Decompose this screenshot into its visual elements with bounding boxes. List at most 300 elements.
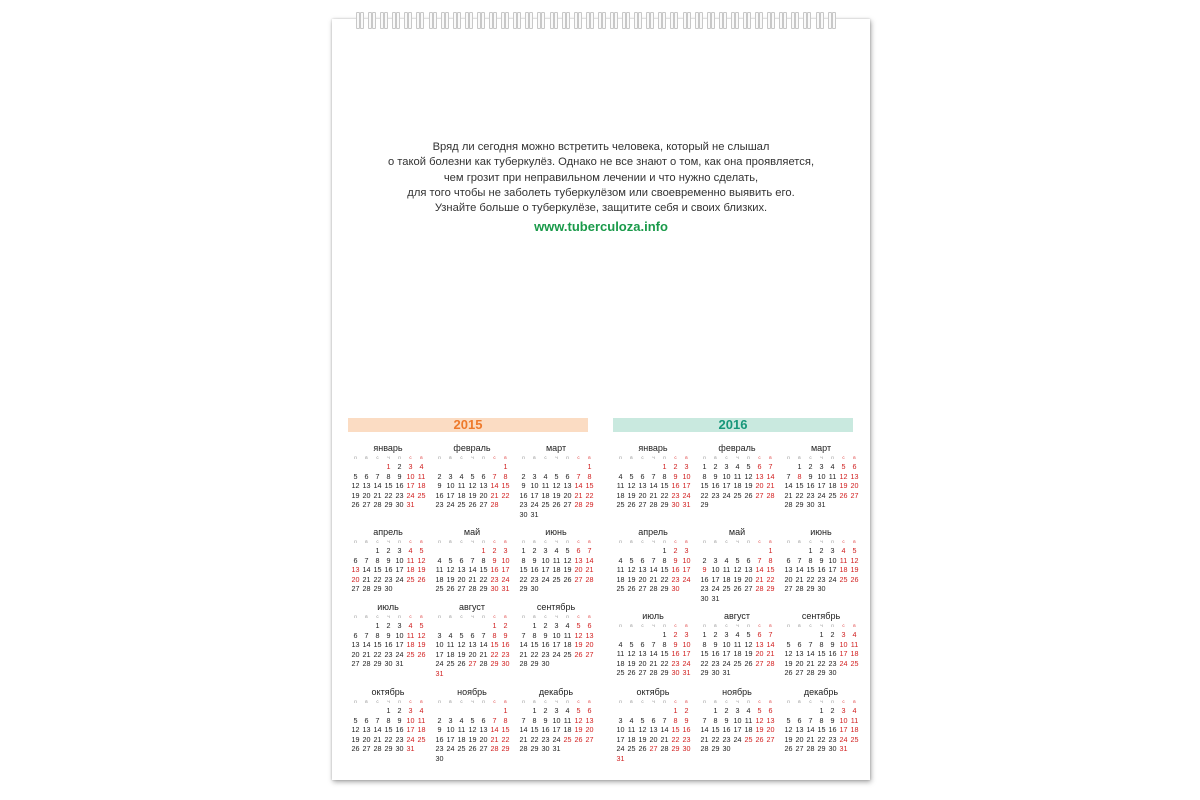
day-cell: 19 — [351, 734, 360, 744]
weekday-label: с — [725, 623, 728, 628]
day-cell: 12 — [457, 640, 466, 650]
weekday-label: с — [641, 455, 644, 460]
day-cell: 13 — [468, 640, 477, 650]
day-cell: 17 — [828, 565, 837, 575]
day-cell: 13 — [457, 565, 466, 575]
day-cell: 22 — [671, 734, 680, 744]
day-cell: 17 — [446, 734, 455, 744]
day-cell: 27 — [850, 490, 859, 500]
day-cell: 10 — [435, 640, 444, 650]
month-name: январь — [638, 443, 668, 453]
day-cell: 28 — [649, 584, 658, 594]
weekday-label: п — [747, 699, 750, 704]
month-2015-10 — [350, 687, 426, 754]
day-cell: 18 — [616, 658, 625, 668]
day-cell: 20 — [649, 734, 658, 744]
day-cell: 12 — [627, 481, 636, 491]
day-cell: 18 — [406, 565, 415, 575]
spiral-ring — [585, 12, 597, 30]
day-cell: 20 — [585, 725, 594, 735]
day-cell: 2 — [830, 706, 835, 715]
spiral-ring — [549, 12, 561, 30]
day-cell: 21 — [660, 734, 669, 744]
day-cell: 21 — [519, 734, 528, 744]
empty-cell — [659, 706, 670, 716]
day-cell: 14 — [806, 725, 815, 735]
day-cell: 10 — [733, 715, 742, 725]
day-cell: 29 — [700, 500, 709, 510]
day-cell: 29 — [806, 584, 815, 594]
day-cell: 16 — [395, 725, 404, 735]
month-2016-9 — [783, 611, 859, 678]
day-cell: 13 — [649, 725, 658, 735]
weekday-label: с — [674, 699, 677, 704]
day-cell: 4 — [448, 630, 453, 640]
spiral-ring — [609, 12, 621, 30]
intro-line: Вряд ли сегодня можно встретить человека, который не слышал — [432, 141, 770, 153]
month-name: ноябрь — [722, 687, 752, 697]
spiral-ring — [561, 12, 573, 30]
weekday-label: п — [354, 455, 357, 460]
day-cell: 12 — [627, 565, 636, 575]
day-cell: 2 — [386, 621, 391, 630]
weekday-label: в — [798, 455, 801, 460]
weekday-label: в — [588, 539, 591, 544]
day-cell: 3 — [448, 715, 453, 725]
day-cell: 26 — [417, 574, 426, 584]
day-cell: 22 — [479, 574, 488, 584]
day-cell: 14 — [795, 565, 804, 575]
day-cell: 19 — [784, 658, 793, 668]
empty-cell — [615, 706, 626, 716]
day-cell: 1 — [819, 630, 824, 639]
day-cell: 31 — [839, 744, 848, 754]
day-cell: 5 — [640, 715, 645, 725]
empty-cell — [732, 546, 743, 556]
day-cell: 7 — [757, 555, 762, 565]
weekday-label: ч — [820, 539, 823, 544]
day-cell: 5 — [841, 462, 846, 471]
day-cell: 20 — [638, 658, 647, 668]
day-cell: 6 — [768, 706, 773, 715]
day-cell: 21 — [806, 658, 815, 668]
day-cell: 1 — [386, 706, 391, 715]
day-cell: 3 — [713, 555, 718, 565]
day-cell: 11 — [563, 630, 572, 640]
day-cell: 14 — [362, 640, 371, 650]
day-cell: 14 — [373, 725, 382, 735]
day-cell: 8 — [702, 639, 707, 649]
day-cell: 18 — [417, 725, 426, 735]
day-cell: 24 — [711, 584, 720, 594]
day-cell: 22 — [530, 649, 539, 659]
day-cell: 29 — [384, 744, 393, 754]
weekday-label: п — [566, 699, 569, 704]
day-cell: 2 — [713, 630, 718, 639]
weekday-label: с — [493, 539, 496, 544]
day-cell: 20 — [362, 490, 371, 500]
day-cell: 15 — [700, 481, 709, 491]
weekday-label: в — [798, 699, 801, 704]
day-cell: 7 — [364, 630, 369, 640]
day-cell: 11 — [828, 471, 837, 481]
day-cell: 21 — [806, 734, 815, 744]
weekday-label: с — [809, 455, 812, 460]
day-cell: 5 — [576, 706, 581, 715]
weekday-label: с — [577, 455, 580, 460]
month-grid — [699, 538, 775, 604]
day-cell: 17 — [530, 490, 539, 500]
day-cell: 4 — [852, 630, 857, 639]
empty-cell — [783, 706, 794, 716]
day-cell: 1 — [587, 462, 592, 471]
day-cell: 20 — [362, 734, 371, 744]
day-cell: 27 — [362, 500, 371, 510]
day-cell: 3 — [841, 706, 846, 715]
day-cell: 14 — [574, 481, 583, 491]
day-cell: 10 — [722, 639, 731, 649]
day-cell: 5 — [629, 555, 634, 565]
day-cell: 15 — [806, 565, 815, 575]
day-cell: 15 — [530, 725, 539, 735]
day-cell: 13 — [585, 630, 594, 640]
day-cell: 13 — [766, 715, 775, 725]
empty-cell — [637, 546, 648, 556]
day-cell: 27 — [479, 744, 488, 754]
day-cell: 31 — [530, 509, 539, 519]
empty-cell — [551, 462, 562, 472]
weekday-label: п — [398, 539, 401, 544]
weekday-label: с — [409, 455, 412, 460]
weekday-label: с — [809, 699, 812, 704]
day-cell: 5 — [746, 630, 751, 639]
weekday-label: с — [460, 699, 463, 704]
day-cell: 14 — [784, 481, 793, 491]
day-cell: 14 — [649, 565, 658, 575]
month-grid — [615, 698, 691, 764]
day-cell: 25 — [435, 584, 444, 594]
day-cell: 13 — [351, 565, 360, 575]
day-cell: 1 — [375, 621, 380, 630]
day-cell: 26 — [563, 574, 572, 584]
empty-cell — [361, 546, 372, 556]
weekday-label: п — [787, 623, 790, 628]
day-cell: 28 — [649, 500, 658, 510]
day-cell: 23 — [501, 649, 510, 659]
day-cell: 4 — [735, 462, 740, 471]
day-cell: 16 — [828, 649, 837, 659]
day-cell: 9 — [437, 481, 442, 491]
day-cell: 18 — [850, 725, 859, 735]
day-cell: 4 — [565, 621, 570, 630]
month-name: октябрь — [636, 687, 670, 697]
day-cell: 13 — [351, 640, 360, 650]
weekday-label: в — [769, 623, 772, 628]
day-cell: 10 — [722, 471, 731, 481]
weekday-label: п — [482, 539, 485, 544]
day-cell: 3 — [724, 462, 729, 471]
day-cell: 27 — [351, 584, 360, 594]
weekday-label: в — [588, 455, 591, 460]
day-cell: 28 — [660, 744, 669, 754]
day-cell: 10 — [446, 725, 455, 735]
day-cell: 25 — [406, 574, 415, 584]
day-cell: 31 — [395, 659, 404, 669]
weekday-label: п — [398, 455, 401, 460]
day-cell: 28 — [649, 668, 658, 678]
weekday-label: в — [533, 455, 536, 460]
day-cell: 1 — [521, 546, 526, 555]
day-cell: 20 — [468, 649, 477, 659]
empty-cell — [794, 630, 805, 640]
weekday-label: п — [831, 539, 834, 544]
weekday-label: с — [725, 699, 728, 704]
day-cell: 8 — [503, 715, 508, 725]
day-cell: 27 — [755, 490, 764, 500]
day-cell: 27 — [563, 500, 572, 510]
day-cell: 10 — [406, 471, 415, 481]
weekday-label: ч — [736, 455, 739, 460]
day-cell: 8 — [492, 630, 497, 640]
day-cell: 9 — [532, 555, 537, 565]
day-cell: 22 — [384, 734, 393, 744]
month-grid — [350, 698, 426, 754]
day-cell: 25 — [733, 658, 742, 668]
month-2015-7 — [350, 602, 426, 669]
day-cell: 19 — [784, 734, 793, 744]
day-cell: 25 — [563, 734, 572, 744]
website-link[interactable]: www.tuberculoza.info — [534, 219, 668, 234]
day-cell: 16 — [530, 565, 539, 575]
weekday-label: ч — [555, 699, 558, 704]
day-cell: 8 — [662, 471, 667, 481]
day-cell: 12 — [446, 565, 455, 575]
day-cell: 3 — [448, 471, 453, 481]
day-cell: 13 — [563, 481, 572, 491]
day-cell: 21 — [755, 574, 764, 584]
day-cell: 30 — [700, 593, 709, 603]
weekday-label: п — [354, 539, 357, 544]
day-cell: 10 — [839, 715, 848, 725]
spiral-ring — [573, 12, 585, 30]
day-cell: 2 — [713, 462, 718, 471]
month-grid — [615, 622, 691, 678]
day-cell: 15 — [373, 565, 382, 575]
weekday-label: в — [365, 455, 368, 460]
day-cell: 3 — [724, 630, 729, 639]
day-cell: 1 — [503, 706, 508, 715]
weekday-label: в — [420, 455, 423, 460]
weekday-label: п — [482, 455, 485, 460]
weekday-label: в — [685, 699, 688, 704]
weekday-label: с — [758, 539, 761, 544]
day-cell: 15 — [519, 565, 528, 575]
day-cell: 6 — [364, 715, 369, 725]
day-cell: 29 — [490, 659, 499, 669]
day-cell: 18 — [457, 490, 466, 500]
spiral-ring — [355, 12, 367, 30]
spiral-ring — [512, 12, 524, 30]
weekday-label: в — [798, 623, 801, 628]
empty-cell — [710, 546, 721, 556]
day-cell: 29 — [671, 744, 680, 754]
weekday-label: п — [566, 539, 569, 544]
empty-cell — [372, 706, 383, 716]
day-cell: 25 — [417, 490, 426, 500]
weekday-label: в — [588, 699, 591, 704]
day-cell: 18 — [850, 649, 859, 659]
month-name: июль — [642, 611, 664, 621]
month-name: июль — [377, 602, 399, 612]
day-cell: 31 — [722, 668, 731, 678]
day-cell: 24 — [682, 490, 691, 500]
weekday-label: п — [482, 614, 485, 619]
day-cell: 16 — [519, 490, 528, 500]
day-cell: 14 — [649, 481, 658, 491]
month-grid — [434, 538, 510, 594]
day-cell: 14 — [660, 725, 669, 735]
weekday-label: ч — [820, 699, 823, 704]
weekday-label: с — [493, 614, 496, 619]
day-cell: 21 — [479, 649, 488, 659]
day-cell: 30 — [501, 659, 510, 669]
weekday-label: с — [758, 699, 761, 704]
empty-cell — [805, 630, 816, 640]
day-cell: 23 — [711, 658, 720, 668]
weekday-label: в — [449, 699, 452, 704]
day-cell: 29 — [660, 584, 669, 594]
day-cell: 11 — [541, 481, 550, 491]
day-cell: 17 — [541, 565, 550, 575]
day-cell: 7 — [470, 555, 475, 565]
day-cell: 4 — [459, 471, 464, 481]
month-2015-1 — [350, 443, 426, 510]
day-cell: 18 — [563, 640, 572, 650]
day-cell: 16 — [384, 565, 393, 575]
weekday-label: с — [409, 539, 412, 544]
weekday-label: в — [853, 699, 856, 704]
day-cell: 7 — [492, 471, 497, 481]
day-cell: 31 — [435, 668, 444, 678]
month-name: июнь — [810, 527, 832, 537]
day-cell: 22 — [660, 574, 669, 584]
day-cell: 18 — [541, 490, 550, 500]
day-cell: 17 — [552, 725, 561, 735]
day-cell: 21 — [490, 734, 499, 744]
weekday-label: п — [831, 699, 834, 704]
weekday-label: в — [420, 539, 423, 544]
day-cell: 26 — [417, 649, 426, 659]
day-cell: 17 — [446, 490, 455, 500]
day-cell: 27 — [638, 668, 647, 678]
day-cell: 3 — [408, 462, 413, 471]
weekday-label: с — [842, 623, 845, 628]
day-cell: 17 — [711, 574, 720, 584]
day-cell: 1 — [768, 546, 773, 555]
day-cell: 6 — [786, 555, 791, 565]
weekday-label: в — [504, 539, 507, 544]
day-cell: 9 — [386, 630, 391, 640]
spiral-ring — [367, 12, 379, 30]
empty-cell — [467, 462, 478, 472]
day-cell: 4 — [618, 555, 623, 565]
day-cell: 20 — [744, 574, 753, 584]
month-name: декабрь — [538, 687, 574, 697]
day-cell: 19 — [755, 725, 764, 735]
intro-line: Узнайте больше о туберкулёзе, защитите себя и своих близких. — [434, 202, 768, 215]
day-cell: 6 — [565, 471, 570, 481]
day-cell: 9 — [386, 555, 391, 565]
day-cell: 3 — [397, 546, 402, 555]
empty-cell — [478, 621, 489, 631]
day-cell: 19 — [563, 565, 572, 575]
day-cell: 13 — [362, 481, 371, 491]
weekday-label: ч — [471, 455, 474, 460]
day-cell: 11 — [850, 715, 859, 725]
day-cell: 28 — [766, 658, 775, 668]
day-cell: 24 — [722, 658, 731, 668]
day-cell: 16 — [435, 734, 444, 744]
day-cell: 26 — [627, 668, 636, 678]
day-cell: 12 — [417, 555, 426, 565]
day-cell: 11 — [616, 565, 625, 575]
day-cell: 15 — [660, 565, 669, 575]
weekday-label: в — [449, 614, 452, 619]
day-cell: 5 — [746, 462, 751, 471]
month-name: май — [728, 527, 746, 537]
month-2015-12 — [518, 687, 594, 754]
weekday-label: в — [630, 623, 633, 628]
spiral-ring — [597, 12, 609, 30]
weekday-label: с — [577, 539, 580, 544]
day-cell: 12 — [552, 481, 561, 491]
day-cell: 21 — [795, 574, 804, 584]
spiral-ring — [718, 12, 730, 30]
day-cell: 11 — [406, 630, 415, 640]
day-cell: 11 — [435, 565, 444, 575]
weekday-label: в — [504, 699, 507, 704]
weekday-label: в — [420, 699, 423, 704]
day-cell: 7 — [662, 715, 667, 725]
day-cell: 8 — [819, 639, 824, 649]
weekday-label: в — [630, 699, 633, 704]
day-cell: 29 — [585, 500, 594, 510]
weekday-label: с — [758, 623, 761, 628]
day-cell: 23 — [395, 734, 404, 744]
day-cell: 24 — [733, 734, 742, 744]
day-cell: 14 — [519, 640, 528, 650]
day-cell: 20 — [795, 734, 804, 744]
month-grid — [699, 454, 775, 510]
day-cell: 6 — [459, 555, 464, 565]
month-name: октябрь — [371, 687, 405, 697]
day-cell: 15 — [817, 725, 826, 735]
day-cell: 11 — [850, 639, 859, 649]
spiral-binding — [355, 12, 855, 32]
day-cell: 10 — [682, 471, 691, 481]
day-cell: 23 — [671, 574, 680, 584]
weekday-label: п — [663, 699, 666, 704]
day-cell: 30 — [711, 668, 720, 678]
spiral-ring — [403, 12, 415, 30]
day-cell: 18 — [457, 734, 466, 744]
day-cell: 24 — [722, 490, 731, 500]
day-cell: 20 — [766, 725, 775, 735]
day-cell: 31 — [682, 500, 691, 510]
day-cell: 14 — [519, 725, 528, 735]
weekday-label: с — [409, 614, 412, 619]
empty-cell — [372, 462, 383, 472]
